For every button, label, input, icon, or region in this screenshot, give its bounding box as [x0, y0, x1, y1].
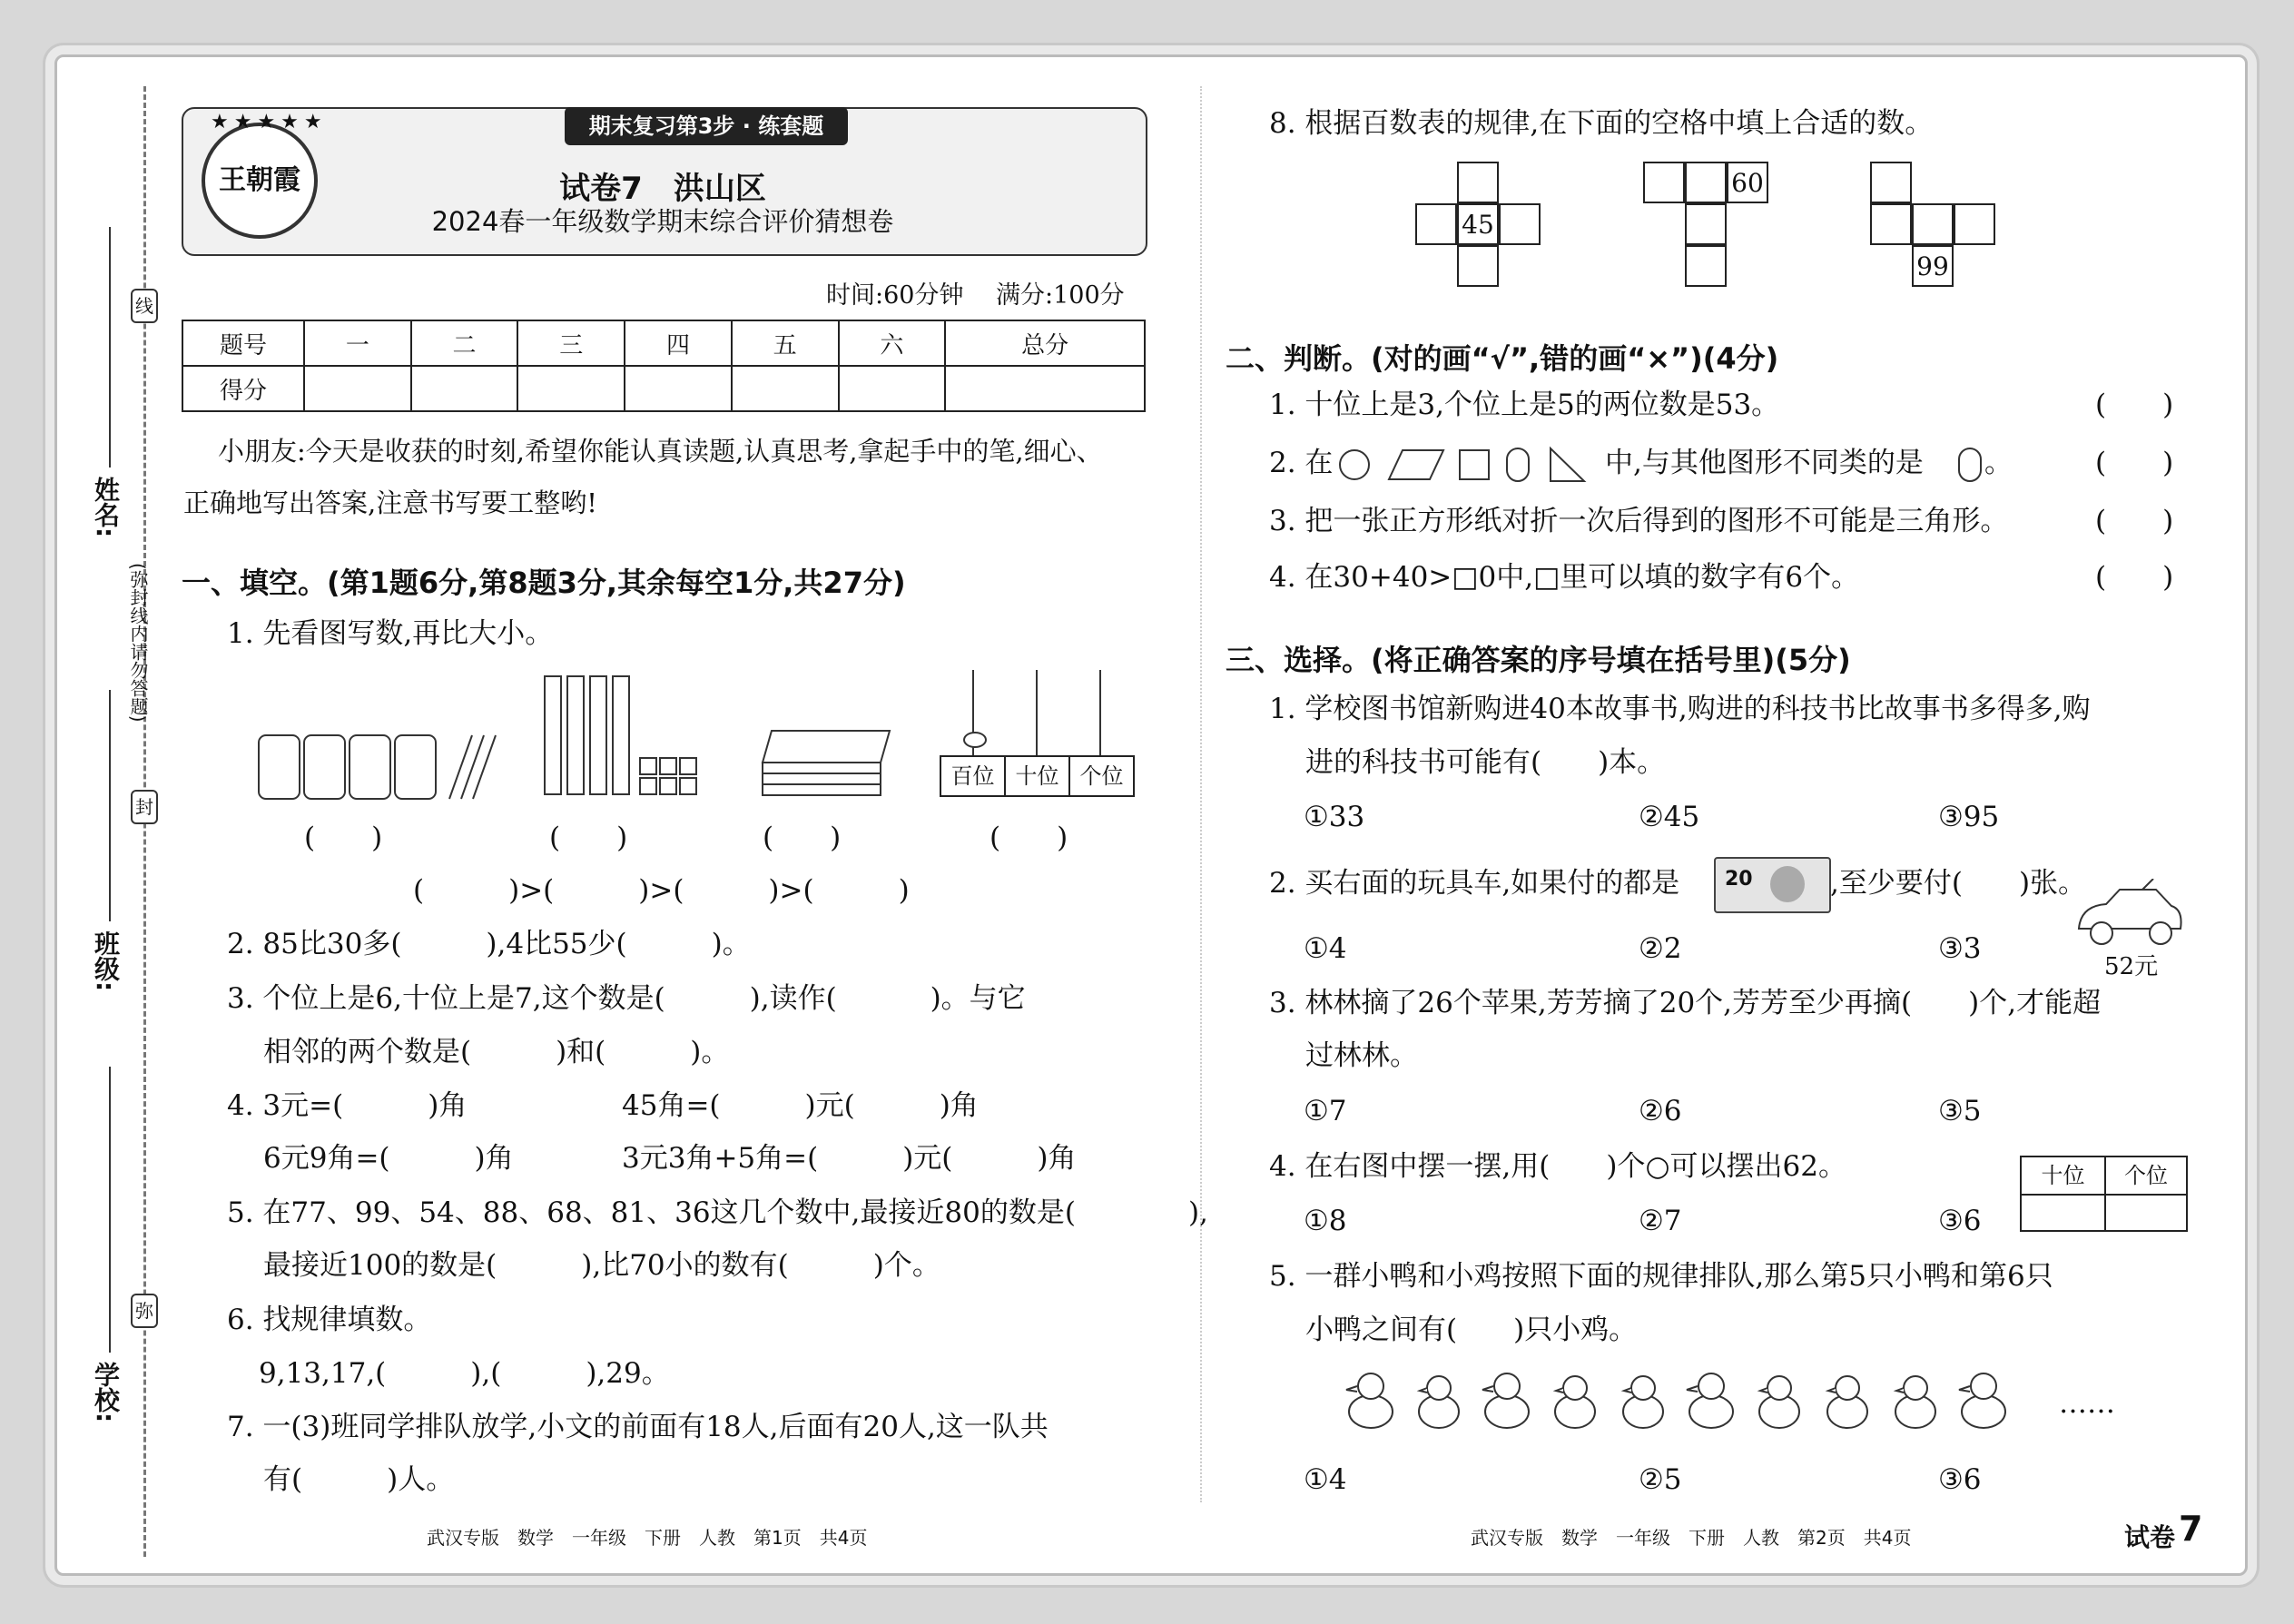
s3-q4-text: 4. 在右图中摆一摆,用( )个○可以摆出62。: [1269, 1150, 1846, 1183]
bundle-1-icon: [259, 735, 300, 799]
s3-q5-opt-1[interactable]: ①4: [1304, 1463, 1347, 1496]
unit-cube-icon: [640, 758, 656, 774]
section3-heading: 三、选择。(将正确答案的序号填在括号里)(5分): [1226, 643, 1851, 677]
q3-text-a: 3. 个位上是6,十位上是7,这个数是( ),读作( )。与它: [227, 982, 1026, 1015]
ten-rod-icon: [567, 676, 584, 794]
section1-heading: 一、填空。(第1题6分,第8题3分,其余每空1分,共27分): [182, 566, 906, 600]
score-cell[interactable]: [304, 366, 411, 411]
bird-sequence-figure: [1339, 1366, 2065, 1439]
score-head-3: 三: [517, 320, 625, 366]
q6-text-b: 9,13,17,( ),( ),29。: [259, 1357, 670, 1390]
footer-exam-number: 7: [2179, 1509, 2203, 1549]
ten-rod-icon: [545, 676, 561, 794]
mi-mark: 弥: [131, 1294, 158, 1328]
banknote-portrait-icon: [1770, 866, 1805, 902]
score-head-1: 一: [304, 320, 411, 366]
s3-q2-text-a: 2. 买右面的玩具车,如果付的都是: [1269, 867, 1680, 900]
s3-q3-text-b: 过林林。: [1305, 1039, 1418, 1072]
s2-q3-text: 3. 把一张正方形纸对折一次后得到的图形不可能是三角形。: [1269, 505, 2009, 537]
shapes-figure: [1334, 443, 1607, 487]
cylinder-answer-icon: [1956, 443, 1984, 487]
abacus-rod-ones: [1099, 670, 1101, 755]
score-cell[interactable]: [839, 366, 946, 411]
grid1-center-cell: 45: [1457, 203, 1499, 245]
pv-tens-label: 十位: [2022, 1157, 2106, 1196]
header-banner: 期末复习第3步 · 练套题: [565, 107, 848, 145]
cylinder-shape-icon: [1507, 448, 1529, 481]
q5-text-b: 最接近100的数是( ),比70小的数有( )个。: [263, 1249, 940, 1282]
brand-logo: 王朝霞: [202, 123, 318, 239]
q1-answer-3[interactable]: ( ): [763, 822, 842, 854]
q3-text-b: 相邻的两个数是( )和( )。: [263, 1036, 730, 1068]
s3-q1-opt-2[interactable]: ②45: [1639, 801, 1700, 833]
abacus-table: [940, 755, 1135, 797]
s2-q2-text-b: 中,与其他图形不同类的是: [1605, 447, 1924, 479]
q1-answer-1[interactable]: ( ): [304, 822, 383, 854]
s3-q2-opt-2[interactable]: ②2: [1639, 932, 1682, 965]
line-mark: 线: [131, 289, 158, 323]
duck-icon: [1346, 1373, 1393, 1428]
abacus-bead-icon: [963, 732, 987, 748]
score-head-4: 四: [625, 320, 732, 366]
score-table: [182, 320, 1146, 412]
s2-q1-answer[interactable]: ( ): [2095, 389, 2174, 421]
q4-text-d: 3元3角+5角=( )元( )角: [622, 1142, 1077, 1175]
ten-rod-icon: [590, 676, 606, 794]
score-cell[interactable]: [625, 366, 732, 411]
s3-q1-text-a: 1. 学校图书馆新购进40本故事书,购进的科技书比故事书多得多,购: [1269, 693, 2091, 725]
s3-q4-opt-2[interactable]: ②7: [1639, 1205, 1682, 1237]
duck-icon: [1482, 1373, 1529, 1428]
score-head-7: 总分: [945, 320, 1145, 366]
score-cell[interactable]: [517, 366, 625, 411]
grid1-right-cell[interactable]: [1499, 203, 1541, 245]
binding-notice: (弥封线内请勿答题): [127, 563, 149, 723]
ten-rod-icon: [613, 676, 629, 794]
q1-text: 1. 先看图写数,再比大小。: [227, 617, 554, 650]
intro-line-1: 小朋友:今天是收获的时刻,希望你能认真读题,认真思考,拿起手中的笔,细心、: [218, 436, 1103, 467]
unit-cube-icon: [640, 778, 656, 794]
grid3-given-cell: 99: [1912, 245, 1954, 287]
score-head-2: 二: [411, 320, 518, 366]
footer-exam-label: 试卷: [2124, 1522, 2176, 1552]
toy-car-icon: [2070, 879, 2188, 953]
chick-icon: [1555, 1376, 1595, 1428]
abacus-ones-label: 个位: [1079, 763, 1124, 789]
s3-q2-opt-1[interactable]: ①4: [1304, 932, 1347, 965]
time-info: 时间:60分钟 满分:100分: [826, 281, 1125, 310]
s3-q5-text-b: 小鸭之间有( )只小鸡。: [1305, 1314, 1638, 1346]
stack-layer-icon: [763, 763, 881, 773]
grid2-cell[interactable]: [1685, 245, 1727, 287]
stack-layer-icon: [763, 784, 881, 795]
stick-icon: [461, 735, 484, 799]
logo-stars-icon: ★★★★★: [211, 111, 328, 133]
s3-q2-opt-3[interactable]: ③3: [1938, 932, 1982, 965]
score-cell[interactable]: [411, 366, 518, 411]
s3-q4-opt-1[interactable]: ①8: [1304, 1205, 1347, 1237]
q5-text-a: 5. 在77、99、54、88、68、81、36这几个数中,最接近80的数是( ),: [227, 1196, 1208, 1229]
stick-bundles-figure: [254, 717, 499, 808]
exam-title: 试卷7 洪山区: [559, 171, 766, 207]
score-cell[interactable]: [945, 366, 1145, 411]
q1-answer-4[interactable]: ( ): [989, 822, 1068, 854]
exam-subtitle: 2024春一年级数学期末综合评价猜想卷: [431, 206, 894, 237]
stick-icon: [449, 735, 472, 799]
grid2-cell[interactable]: [1685, 162, 1727, 203]
abacus-hundreds-label: 百位: [941, 757, 1006, 795]
bundle-4-icon: [395, 735, 436, 799]
school-blank-line[interactable]: [109, 1067, 111, 1353]
q7-text-a: 7. 一(3)班同学排队放学,小文的前面有18人,后面有20人,这一队共: [227, 1411, 1049, 1443]
stack-top-icon: [763, 731, 890, 763]
q8-text: 8. 根据百数表的规律,在下面的空格中填上合适的数。: [1269, 107, 1934, 140]
book-stack-figure: [753, 722, 899, 799]
s2-q2-text-a: 2. 在: [1269, 447, 1334, 479]
s3-q3-text-a: 3. 林林摘了26个苹果,芳芳摘了20个,芳芳至少再摘( )个,才能超: [1269, 987, 2102, 1019]
score-row-label: 得分: [182, 366, 304, 411]
grid1-top-cell[interactable]: [1457, 162, 1499, 203]
abacus-tens-label: 十位: [1006, 757, 1070, 795]
banknote-icon: [1714, 857, 1831, 913]
page-divider: [1200, 86, 1202, 1502]
s3-q3-opt-1[interactable]: ①7: [1304, 1095, 1347, 1127]
s3-q4-opt-3[interactable]: ③6: [1938, 1205, 1982, 1237]
s3-q5-opt-3[interactable]: ③6: [1938, 1463, 1982, 1496]
name-blank-line[interactable]: [109, 227, 111, 468]
pv-divider: [2104, 1194, 2106, 1230]
bundle-2-icon: [304, 735, 345, 799]
s2-q2-text-c: 。: [1984, 447, 2013, 479]
intro-line-2: 正确地写出答案,注意书写要工整哟!: [183, 487, 597, 518]
place-value-table: [2020, 1156, 2188, 1232]
chick-icon: [1827, 1376, 1867, 1428]
name-label: 姓名:: [91, 477, 121, 538]
stack-layer-icon: [763, 773, 881, 784]
triangle-shape-icon: [1551, 448, 1584, 481]
q7-text-b: 有( )人。: [263, 1463, 455, 1496]
s3-q2-text-b: ,至少要付( )张。: [1830, 867, 2087, 900]
stick-icon: [473, 735, 496, 799]
grid3-cell[interactable]: [1870, 203, 1912, 245]
s2-q3-answer[interactable]: ( ): [2095, 505, 2174, 537]
s3-q3-opt-2[interactable]: ②6: [1639, 1095, 1682, 1127]
unit-cube-icon: [680, 778, 696, 794]
q6-text-a: 6. 找规律填数。: [227, 1304, 432, 1336]
s3-q1-opt-1[interactable]: ①33: [1304, 801, 1365, 833]
chick-icon: [1895, 1376, 1935, 1428]
circle-shape-icon: [1340, 450, 1369, 479]
s3-q5-text-a: 5. 一群小鸭和小鸡按照下面的规律排队,那么第5只小鸭和第6只: [1269, 1260, 2053, 1293]
sequence-ellipsis: ……: [2059, 1387, 2115, 1420]
duck-icon: [1687, 1373, 1733, 1428]
unit-cube-icon: [660, 778, 676, 794]
unit-cube-icon: [660, 758, 676, 774]
grid3-cell[interactable]: [1954, 203, 1995, 245]
s3-q1-opt-3[interactable]: ③95: [1938, 801, 2000, 833]
s2-q1-text: 1. 十位上是3,个位上是5的两位数是53。: [1269, 389, 1780, 421]
s2-q4-answer[interactable]: ( ): [2095, 561, 2174, 594]
q1-compare-line[interactable]: ( )>( )>( )>( ): [413, 874, 910, 907]
bundle-3-icon: [350, 735, 390, 799]
q4-text-a: 4. 3元=( )角: [227, 1089, 468, 1122]
banknote-value: 20: [1725, 868, 1753, 891]
s2-q4-text: 4. 在30+40>□0中,□里可以填的数字有6个。: [1269, 561, 1860, 594]
square-shape-icon: [1460, 450, 1489, 479]
footer-right: 武汉专版 数学 一年级 下册 人教 第2页 共4页: [1471, 1527, 1912, 1549]
grid1-left-cell[interactable]: [1415, 203, 1457, 245]
s3-q1-text-b: 进的科技书可能有( )本。: [1305, 746, 1666, 779]
score-head-0: 题号: [182, 320, 304, 366]
seal-mark: 封: [131, 790, 158, 824]
s3-q3-opt-3[interactable]: ③5: [1938, 1095, 1982, 1127]
score-head-6: 六: [839, 320, 946, 366]
q4-text-b: 45角=( )元( )角: [622, 1089, 979, 1122]
s3-q5-opt-2[interactable]: ②5: [1639, 1463, 1682, 1496]
school-label: 学校:: [91, 1362, 121, 1423]
class-blank-line[interactable]: [109, 690, 111, 921]
chick-icon: [1419, 1376, 1459, 1428]
unit-cube-icon: [680, 758, 696, 774]
parallelogram-shape-icon: [1389, 450, 1443, 479]
grid3-cell[interactable]: [1912, 203, 1954, 245]
grid2-cell[interactable]: [1685, 203, 1727, 245]
grid3-cell[interactable]: [1870, 162, 1912, 203]
pv-ones-label: 个位: [2106, 1157, 2186, 1196]
grid1-bottom-cell[interactable]: [1457, 245, 1499, 287]
chick-icon: [1759, 1376, 1799, 1428]
grid2-given-cell: 60: [1727, 162, 1768, 203]
car-price: 52元: [2104, 953, 2159, 980]
footer-left: 武汉专版 数学 一年级 下册 人教 第1页 共4页: [427, 1527, 868, 1549]
chick-icon: [1623, 1376, 1663, 1428]
grid2-cell[interactable]: [1643, 162, 1685, 203]
duck-icon: [1959, 1373, 2005, 1428]
cubes-figure: [540, 672, 713, 799]
score-cell[interactable]: [732, 366, 839, 411]
q4-text-c: 6元9角=( )角: [263, 1142, 514, 1175]
s2-q2-answer[interactable]: ( ): [2095, 447, 2174, 479]
score-head-5: 五: [732, 320, 839, 366]
class-label: 班级:: [91, 930, 121, 992]
q1-answer-2[interactable]: ( ): [549, 822, 628, 854]
abacus-rod-tens: [1036, 670, 1038, 755]
q2-text: 2. 85比30多( ),4比55少( )。: [227, 928, 751, 960]
section2-heading: 二、判断。(对的画“√”,错的画“×”)(4分): [1226, 341, 1779, 376]
